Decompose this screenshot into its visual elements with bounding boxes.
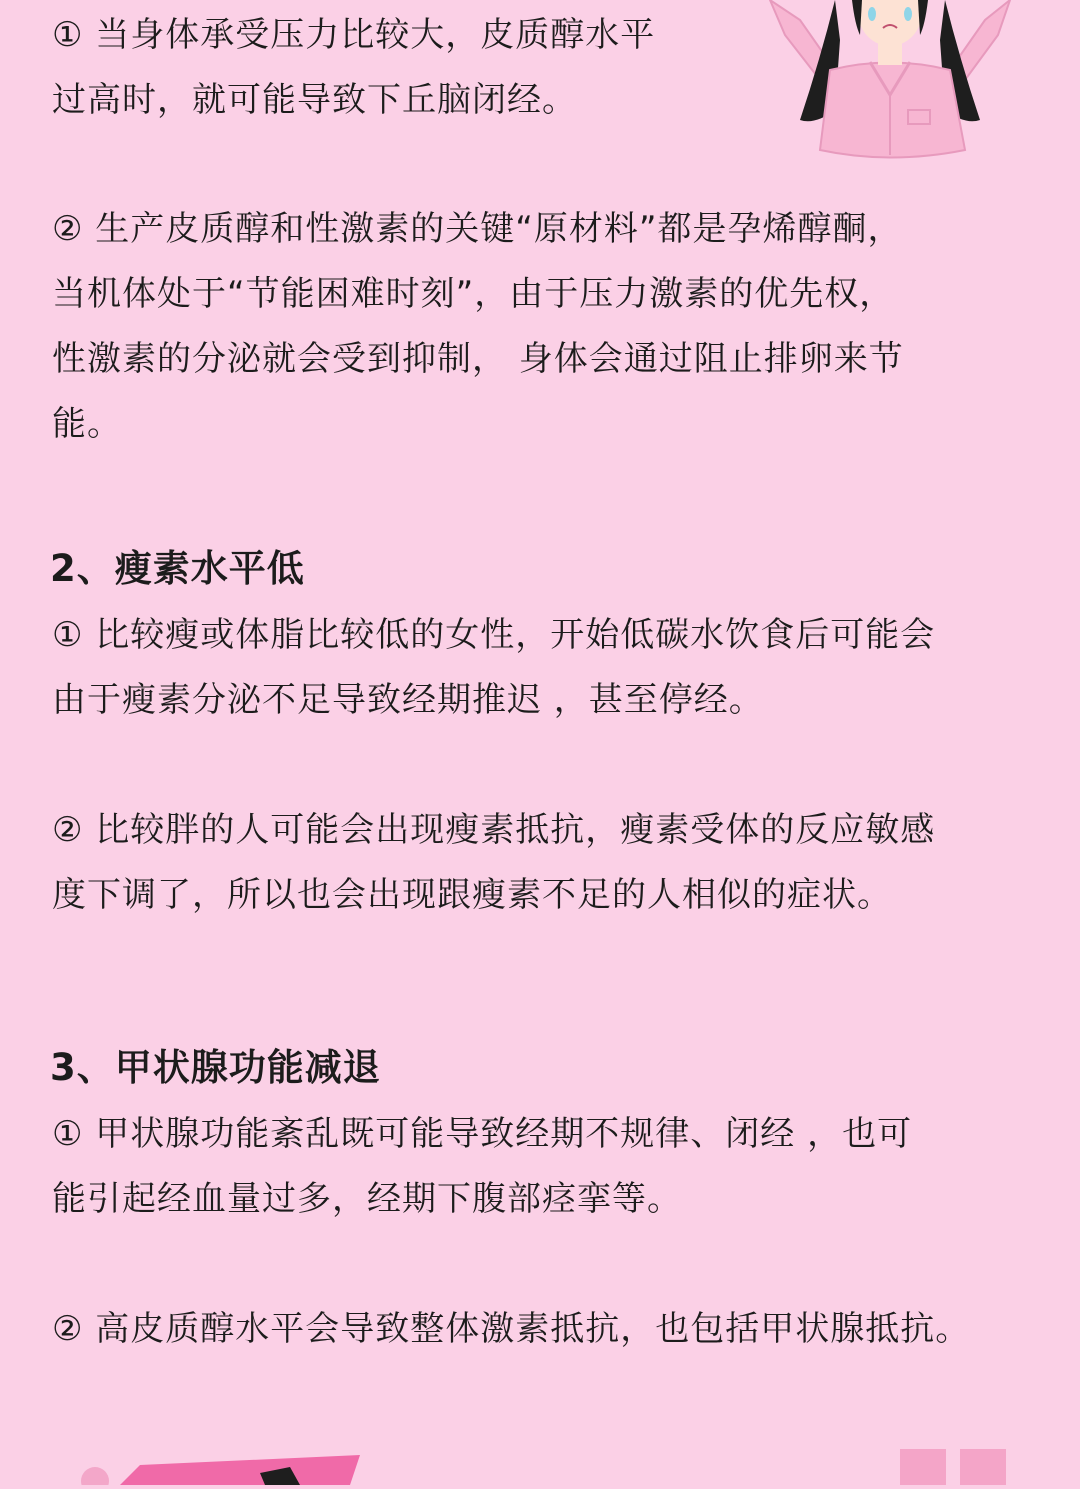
section2-item1: ① 比较瘦或体脂比较低的女性，开始低碳水饮食后可能会 由于瘦素分泌不足导致经期推迟 ，甚至停经。 <box>52 615 936 720</box>
section3-heading: 3、甲状腺功能减退 <box>50 1046 381 1089</box>
section3-item1: ① 甲状腺功能紊乱既可能导致经期不规律、闭经 ，也可 能引起经血量过多，经期下腹部痉挛等。 <box>52 1114 913 1219</box>
section1-item2: ② 生产皮质醇和性激素的关键“原材料”都是孕烯醇酮， 当机体处于“节能困难时刻”，由于压力激素的优先权， 性激素的分泌就会受到抑制， 身体会通过阻止排卵来节 能。 <box>52 209 904 444</box>
section2-item2: ② 比较胖的人可能会出现瘦素抵抗，瘦素受体的反应敏感 度下调了，所以也会出现跟瘦素不足的人相似的症状。 <box>52 810 936 915</box>
section2-heading: 2、瘦素水平低 <box>50 547 305 590</box>
section1-item1: ① 当身体承受压力比较大，皮质醇水平 过高时，就可能导致下丘脑闭经。 <box>52 15 656 120</box>
pink-banner-decoration-icon <box>60 1445 370 1485</box>
section3-item2: ② 高皮质醇水平会导致整体激素抵抗，也包括甲状腺抵抗。 <box>52 1309 971 1349</box>
stressed-woman-icon <box>740 0 1040 170</box>
pink-squares-decoration-icon <box>900 1447 1010 1485</box>
